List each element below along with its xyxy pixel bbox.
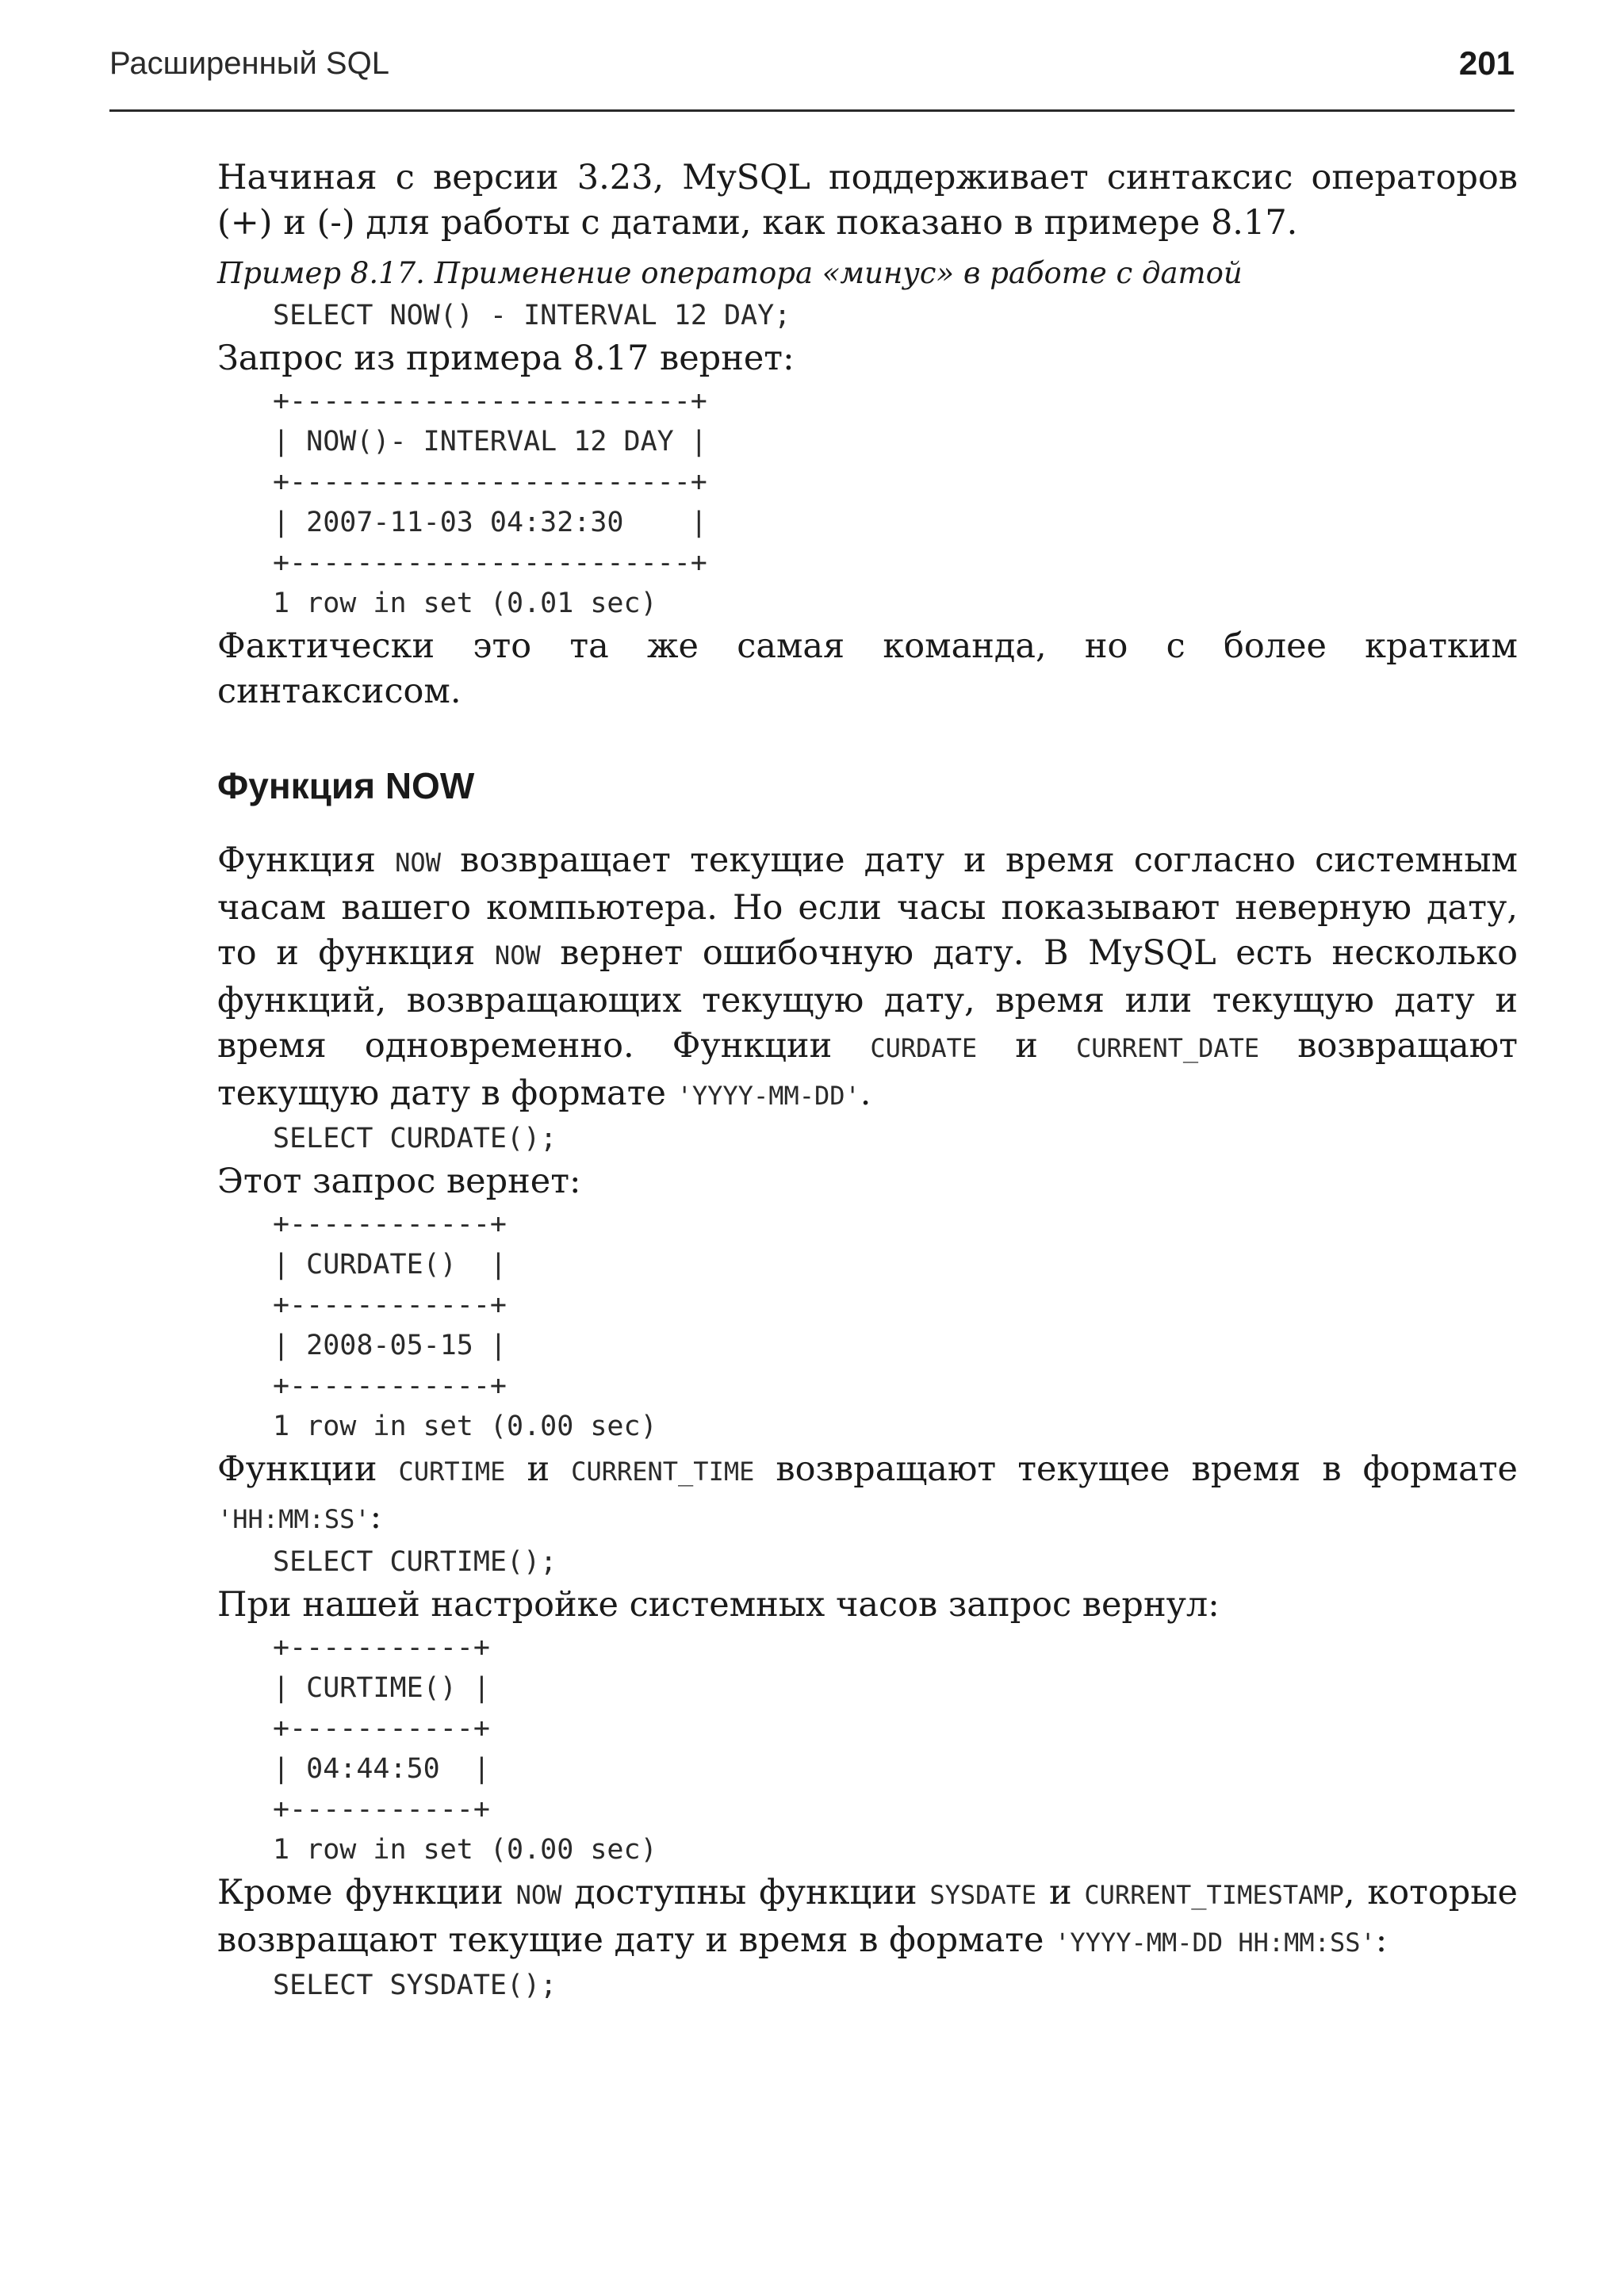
running-title: Расширенный SQL: [109, 46, 389, 81]
result-intro-1: Запрос из примера 8.17 вернет:: [217, 339, 795, 378]
code-block-sysdate: SELECT SYSDATE();: [273, 1970, 557, 2001]
example-caption: Пример 8.17. Применение оператора «минус» в работе с датой: [217, 256, 1243, 290]
now-description-paragraph: Функция NOW возвращает текущие дату и время согласно системным часам вашего компьютера. Но если часы показывают неверную дату, то и функция NOW вернет ошибочную дату. В MySQL есть несколько функций, возвращающих текущую дату, время или текущую дату и время одновременно. Функции CURDATE и CURRENT_DATE возвращают текущую дату в формате 'YYYY-MM-DD'.: [217, 840, 1518, 1113]
curtime-paragraph: Функции CURTIME и CURRENT_TIME возвращают текущее время в формате 'HH:MM:SS':: [217, 1449, 1518, 1537]
inline-code: SYSDATE: [929, 1880, 1037, 1910]
inline-code: CURDATE: [870, 1033, 978, 1063]
sysdate-paragraph: Кроме функции NOW доступны функции SYSDATE и CURRENT_TIMESTAMP, которые возвращают текущие дату и время в формате 'YYYY-MM-DD HH:MM:SS':: [217, 1873, 1519, 1960]
intro-paragraph: Начиная с версии 3.23, MySQL поддерживает синтаксис операторов (+) и (-) для работы с датами, как показано в примере 8.17.: [217, 158, 1518, 243]
inline-code: 'YYYY-MM-DD': [676, 1081, 860, 1111]
page-body: [217, 155, 1518, 2006]
inline-code: CURTIME: [398, 1457, 506, 1487]
inline-code: 'HH:MM:SS': [217, 1504, 370, 1534]
inline-code: CURRENT_TIMESTAMP: [1084, 1880, 1344, 1910]
inline-code: NOW: [515, 1880, 562, 1910]
section-heading-now: Функция NOW: [217, 765, 475, 806]
inline-code: NOW: [395, 848, 441, 878]
page-header: [109, 46, 1515, 112]
code-block-curdate: SELECT CURDATE();: [273, 1123, 557, 1154]
result-intro-3: При нашей настройке системных часов запрос вернул:: [217, 1585, 1220, 1625]
query-output-2: +------------+ | CURDATE() | +------------+ | 2008-05-15 | +------------+ 1 row in set (0.00 sec): [273, 1208, 657, 1442]
result-intro-2: Этот запрос вернет:: [217, 1162, 581, 1201]
query-output-1: +------------------------+ | NOW()- INTERVAL 12 DAY | +------------------------+ | 2007-11-03 04:32:30 | +------------------------+ 1 row in set (0.01 sec): [273, 385, 707, 619]
inline-code: NOW: [494, 940, 541, 970]
inline-code: 'YYYY-MM-DD HH:MM:SS': [1055, 1928, 1376, 1958]
code-block-interval: SELECT NOW() - INTERVAL 12 DAY;: [273, 300, 791, 331]
code-block-curtime: SELECT CURTIME();: [273, 1546, 557, 1578]
inline-code: CURRENT_DATE: [1075, 1033, 1260, 1063]
query-output-3: +-----------+ | CURTIME() | +-----------+ | 04:44:50 | +-----------+ 1 row in set (0.00 sec): [273, 1632, 657, 1866]
page-number: 201: [1458, 44, 1515, 82]
inline-code: CURRENT_TIME: [571, 1457, 755, 1487]
conclusion-paragraph: Фактически это та же самая команда, но с более кратким синтаксисом.: [217, 626, 1518, 711]
